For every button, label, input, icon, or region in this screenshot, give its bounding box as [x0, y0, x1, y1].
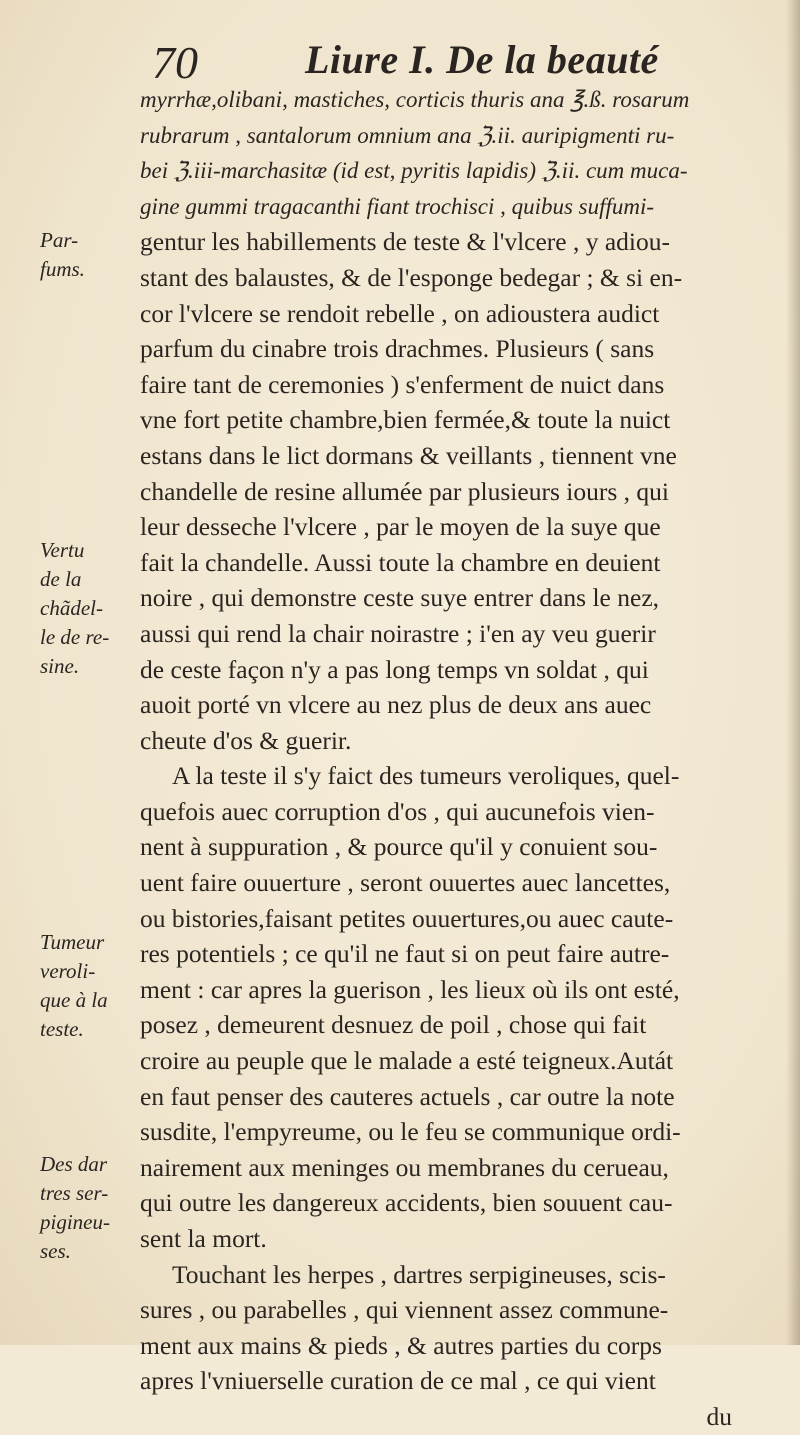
margin-note-tumeur: [40, 928, 140, 1044]
text-line: bei ℨ.iii-marchasitæ (id est, pyritis lapidis) ℨ.ii. cum muca-: [140, 158, 688, 184]
text-line: en faut penser des cauteres actuels , car outre la note: [140, 1081, 675, 1111]
text-line: ou bistories,faisant petites ouuertures,ou auec caute-: [140, 903, 674, 933]
margin-note-line: chãdel-: [40, 596, 103, 620]
text-line: gentur les habillements de teste & l'vlcere , y adiou-: [140, 227, 671, 257]
margin-note-line: fums.: [40, 257, 85, 281]
text-line: noire , qui demonstre ceste suye entrer dans le nez,: [140, 583, 660, 613]
margin-note-line: veroli-: [40, 959, 96, 983]
margin-note-line: que à la: [40, 988, 108, 1012]
margin-note-line: Vertu: [40, 538, 85, 562]
text-line: parfum du cinabre trois drachmes. Plusieurs ( sans: [140, 334, 655, 364]
margin-note-line: Tumeur: [40, 930, 105, 954]
text-line: vne fort petite chambre,bien fermée,& toute la nuict: [140, 405, 671, 435]
margin-note-line: tres ser-: [40, 1181, 109, 1205]
margin-note-line: Des dar: [40, 1152, 108, 1176]
text-line: sures , ou parabelles , qui viennent assez commune-: [140, 1295, 669, 1325]
page-number: 70: [152, 37, 198, 88]
margin-note-line: pigineu-: [40, 1210, 110, 1234]
text-line: nairement aux meninges ou membranes du cerueau,: [140, 1152, 669, 1182]
text-line: sent la mort.: [140, 1224, 267, 1253]
text-line: quefois auec corruption d'os , qui aucunefois vien-: [140, 796, 655, 826]
text-line: leur desseche l'vlcere , par le moyen de la suye que: [140, 512, 661, 542]
page-header: [0, 30, 800, 90]
text-line: ment aux mains & pieds , & autres parties du corps: [140, 1330, 662, 1360]
margin-note-line: sine.: [40, 654, 80, 678]
text-line: gine gummi tragacanthi fiant trochisci , quibus suffumi-: [140, 193, 655, 219]
text-line: fait la chandelle. Aussi toute la chambre en deuient: [140, 547, 661, 577]
main-text: [140, 82, 770, 1435]
margin-note-line: de la: [40, 567, 82, 591]
text-line: faire tant de ceremonies ) s'enferment de nuict dans: [140, 369, 665, 399]
text-line: cheute d'os & guerir.: [140, 725, 352, 755]
text-line: rubrarum , santalorum omnium ana ℨ.ii. auripigmenti ru-: [140, 122, 675, 148]
text-line: qui outre les dangereux accidents, bien souuent cau-: [140, 1188, 673, 1218]
margin-note-vertu: [40, 536, 140, 681]
text-line: de ceste façon n'y a pas long temps vn soldat , qui: [140, 654, 649, 684]
margin-note-parfums: [40, 226, 140, 284]
catchword: du: [706, 1401, 732, 1431]
text-line: stant des balaustes, & de l'esponge bedegar ; & si en-: [140, 262, 683, 292]
text-line: Touchant les herpes , dartres serpigineuses, scis-: [172, 1259, 666, 1289]
text-line: nent à suppuration , & pource qu'il y conuient sou-: [140, 832, 658, 862]
margin-note-line: teste.: [40, 1017, 84, 1041]
running-title: Liure I. De la beauté: [305, 37, 659, 82]
text-line: ment : car apres la guerison , les lieux où ils ont esté,: [140, 974, 680, 1004]
text-line: chandelle de resine allumée par plusieurs iours , qui: [140, 476, 669, 506]
text-line: susdite, l'empyreume, ou le feu se communique ordi-: [140, 1117, 681, 1147]
page-edge-shadow: [786, 0, 800, 1345]
text-line: aussi qui rend la chair noirastre ; i'en ay veu guerir: [140, 618, 656, 648]
text-line: auoit porté vn vlcere au nez plus de deux ans auec: [140, 690, 652, 720]
margin-note-dartres: [40, 1150, 140, 1266]
text-line: posez , demeurent desnuez de poil , chose qui fait: [140, 1010, 647, 1040]
text-line: estans dans le lict dormans & veillants , tiennent vne: [140, 440, 677, 470]
text-line: cor l'vlcere se rendoit rebelle , on adioustera audict: [140, 298, 660, 328]
margin-note-line: le de re-: [40, 625, 110, 649]
margin-note-line: ses.: [40, 1239, 71, 1263]
text-line: A la teste il s'y faict des tumeurs veroliques, quel-: [172, 761, 680, 791]
text-line: myrrhæ,olibani, mastiches, corticis thuris ana ℥.ß. rosarum: [140, 87, 690, 112]
text-line: croire au peuple que le malade a esté teigneux.Autát: [140, 1046, 674, 1076]
text-line: res potentiels ; ce qu'il ne faut si on peut faire autre-: [140, 939, 670, 969]
text-line: apres l'vniuerselle curation de ce mal , ce qui vient: [140, 1366, 656, 1396]
text-line: uent faire ouuerture , seront ouuertes auec lancettes,: [140, 868, 671, 898]
margin-note-line: Par-: [40, 228, 79, 252]
